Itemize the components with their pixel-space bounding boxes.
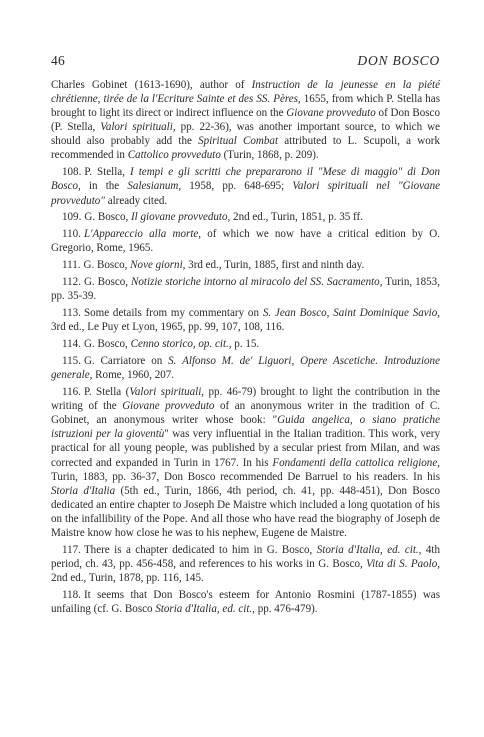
endnote-text: of Don Bosco (P. Stella, — [51, 107, 440, 134]
endnote-text: 1958, pp. 648-695; — [181, 180, 293, 193]
endnote-text: G. Carriatore on — [83, 355, 169, 368]
endnote — [51, 385, 440, 540]
page-number: 46 — [51, 53, 65, 68]
endnote — [51, 588, 440, 616]
endnote-number: 116. — [62, 386, 81, 399]
endnote-text: attributed to L. Scupoli, a work recommended in — [51, 135, 440, 162]
italic-title-text: Instruction de la jeunesse en la piété chrétienne, tirée de la l'Ecriture Sainte et des SS. Pères, — [51, 79, 440, 106]
italic-title-text: Giovane provveduto — [122, 400, 215, 413]
endnote — [51, 275, 440, 303]
endnote — [51, 165, 440, 207]
endnote-text: pp. 46-79) brought to light the contribution in the writing of the — [51, 386, 440, 413]
endnote-text: G. Bosco, — [83, 259, 131, 272]
endnote-text: G. Bosco, — [83, 338, 131, 351]
running-title: DON BOSCO — [357, 53, 440, 68]
italic-title-text: I tempi e gli scritti che prepararono il "Mese di maggio" di Don Bosco, — [51, 166, 440, 193]
endnote-text: Charles Gobinet (1613-1690), author of — [51, 79, 252, 91]
italic-title-text: Valori spirituali, — [129, 386, 205, 399]
endnote-text: 3rd ed., Le Puy et Lyon, 1965, pp. 99, 107, 108, 116. — [51, 321, 285, 334]
endnote-text: G. Bosco, — [83, 276, 131, 289]
italic-title-text: Cenno storico, op. cit., — [130, 338, 232, 351]
endnote-text: of which we now have a critical edition by O. Gregorio, Rome, 1965. — [51, 228, 440, 255]
endnote-text: G. Bosco, — [84, 211, 131, 224]
endnote-text: pp. 476-479). — [254, 603, 318, 616]
endnote-text: 1655, from which P. Stella has brought to light its direct or indirect influence on the — [51, 93, 440, 120]
endnote-number: 110. — [62, 228, 81, 241]
endnote-continuation — [51, 78, 440, 163]
italic-title-text: Vita di S. Paolo, — [366, 557, 441, 570]
endnote-text: " was very influential in the Italian tradition. This work, very practical for all young people, was published by a secular priest from Milan, and was corrected and expanded in Turin in 1767. In his — [51, 428, 440, 469]
endnote-number: 109. — [62, 211, 82, 224]
endnote-number: 114. — [62, 338, 81, 351]
endnote-number: 117. — [62, 543, 81, 556]
italic-title-text: Guida angelica, o siano pratiche istruzioni per la gioventù — [51, 414, 440, 441]
endnote-text: Some details from my commentary on — [83, 307, 263, 320]
italic-title-text: Salesianum, — [127, 180, 182, 193]
endnote — [51, 543, 440, 585]
endnote-text: 2nd ed., Turin, 1878, pp. 116, 145. — [51, 572, 204, 585]
endnote-text: It seems that Don Bosco's esteem for Antonio Rosmini (1787-1855) was unfailing (cf. G. Bosco — [51, 588, 440, 616]
italic-title-text: S. Alfonso M. de' Liguori, Opere Ascetiche. Introduzione generale, — [51, 355, 440, 382]
endnotes-body — [51, 78, 440, 619]
endnote-text: pp. 22-36), was another important source, to which we should also probably add the — [51, 121, 440, 148]
italic-title-text: Spiritual Combat — [198, 135, 279, 148]
endnote-text: in the — [80, 180, 128, 193]
page-header — [51, 53, 440, 71]
endnote-number: 108. — [62, 166, 82, 179]
endnote-number: 118. — [62, 588, 81, 601]
endnote-text: already cited. — [104, 194, 168, 207]
italic-title-text: Giovane provveduto — [286, 107, 376, 120]
endnote-text: (5th ed., Turin, 1866, 4th period, ch. 41, pp. 448-451), Don Bosco dedicated an entire chapter to Joseph De Maistre which included a long quotation of his on the infallibility of the Pope. And all those who have read the biography of Joseph de Maistre know how close he was to his nephew, Eugene de Maistre. — [51, 484, 440, 539]
endnote — [51, 306, 440, 334]
italic-title-text: Storia d'Italia — [51, 484, 116, 497]
italic-title-text: Notizie storiche intorno al miracolo del SS. Sacramento, — [130, 276, 383, 289]
endnote — [51, 210, 440, 224]
italic-title-text: Fondamenti della cattolica religione, — [272, 456, 440, 469]
endnote-text: P. Stella ( — [83, 386, 130, 399]
endnote — [51, 337, 440, 351]
italic-title-text: Valori spirituali nel "Giovane provveduto" — [51, 180, 441, 207]
endnote — [51, 227, 440, 255]
endnote-text: 4th period, ch. 43, pp. 456-458, and references to his works in G. Bosco, — [51, 543, 440, 570]
endnote — [51, 258, 440, 272]
endnote-number: 112. — [62, 276, 81, 289]
italic-title-text: Il giovane provveduto, — [131, 211, 231, 224]
endnote-text: Turin, 1883, pp. 36-37, Don Bosco recommended De Barruel to his readers. In his — [51, 470, 440, 483]
endnote-text: Rome, 1960, 207. — [92, 369, 175, 382]
endnote — [51, 354, 440, 382]
italic-title-text: Cattolico provveduto — [127, 149, 221, 162]
endnote-text: Turin, 1853, pp. 35-39. — [51, 276, 440, 303]
endnote-text: There is a chapter dedicated to him in G. Bosco, — [83, 543, 317, 556]
endnote-text: (Turin, 1868, p. 209). — [220, 149, 319, 162]
italic-title-text: S. Jean Bosco, Saint Dominique Savio, — [262, 307, 440, 320]
italic-title-text: Nove giorni, — [130, 259, 186, 272]
endnote-text: 3rd ed., Turin, 1885, first and ninth day. — [185, 259, 365, 272]
endnote-text: p. 15. — [231, 338, 260, 351]
italic-title-text: Storia d'Italia, ed. cit., — [316, 543, 422, 556]
endnote-text: 2nd ed., Turin, 1851, p. 35 ff. — [230, 211, 363, 224]
endnote-number: 115. — [62, 355, 81, 368]
italic-title-text: Valori spirituali, — [100, 121, 176, 134]
endnote-text: of an anonymous writer in the tradition of C. Gobinet, an anonymous writer whose book: " — [51, 400, 440, 427]
endnote-text: P. Stella, — [84, 166, 131, 179]
italic-title-text: L'Appareccio alla morte, — [83, 228, 202, 241]
endnote-number: 111. — [62, 259, 81, 272]
italic-title-text: Storia d'Italia, ed. cit., — [155, 603, 255, 616]
endnote-number: 113. — [62, 307, 81, 320]
